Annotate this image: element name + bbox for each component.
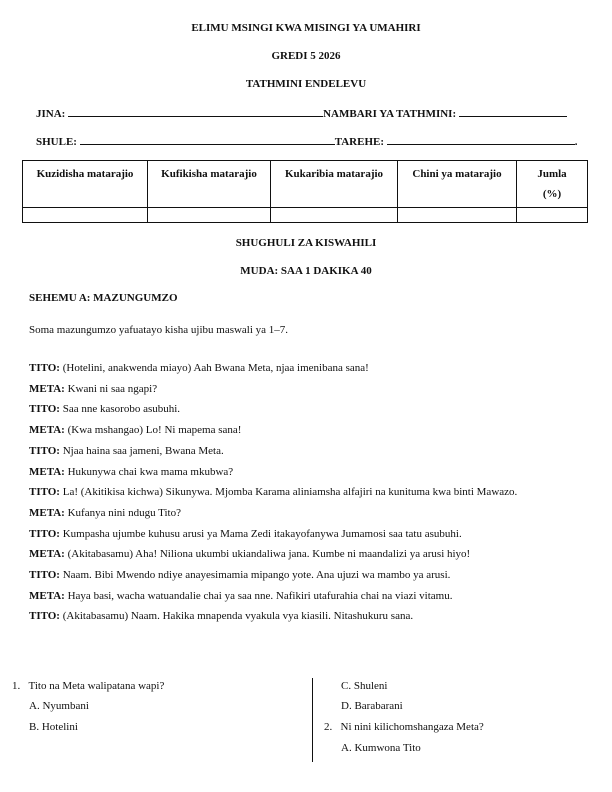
speech: Kwani ni saa ngapi? <box>64 382 158 395</box>
name-blank[interactable] <box>68 106 323 117</box>
speech: Saa nne kasorobo asubuhi. <box>59 403 181 416</box>
speaker: TITO: <box>29 403 60 416</box>
option-a[interactable]: A. Nyumbani <box>29 700 89 712</box>
score-cell[interactable] <box>148 208 271 223</box>
column-divider <box>312 678 313 762</box>
option-a[interactable]: A. Kumwona Tito <box>341 742 421 754</box>
score-table <box>22 160 588 223</box>
speech: Njaa haina saa jameni, Bwana Meta. <box>59 444 224 457</box>
speaker: META: <box>29 548 65 561</box>
speech: (Akitabasamu) Aha! Niliona ukumbi ukiandaliwa jana. Kumbe ni maandalizi ya arusi hiyo! <box>64 548 471 561</box>
dialogue-line <box>29 466 233 479</box>
speaker: META: <box>29 506 65 519</box>
speaker: TITO: <box>29 569 60 581</box>
speaker: TITO: <box>29 444 60 457</box>
score-cell[interactable] <box>398 208 517 223</box>
dialogue-line <box>29 403 180 416</box>
subject-title: SHUGHULI ZA KISWAHILI <box>235 237 377 249</box>
school-label: SHULE: <box>36 136 77 148</box>
header-grade: GREDI 5 2026 <box>271 50 341 62</box>
speech: Kumpasha ujumbe kuhusu arusi ya Mama Zedi itakayofanywa Jumamosi saa tatu asubuhi. <box>59 527 462 540</box>
question-number: 2. <box>324 721 333 733</box>
dialogue-line <box>29 569 450 582</box>
speech: La! (Akitikisa kichwa) Sikunywa. Mjomba Karama aliniamsha alfajiri na kunituma kwa binti Mawazo. <box>59 486 518 499</box>
dialogue-line <box>29 362 369 375</box>
assessment-number-label: NAMBARI YA TATHMINI: <box>323 108 457 120</box>
dialogue-line <box>29 548 470 561</box>
dialogue-line <box>29 424 241 437</box>
speech: Kufanya nini ndugu Tito? <box>64 506 181 519</box>
assessment-number-blank[interactable] <box>459 106 567 117</box>
speaker: META: <box>29 589 65 602</box>
date-blank[interactable] <box>387 134 575 145</box>
col-approaching: Kukaribia matarajio <box>271 161 398 208</box>
speaker: META: <box>29 465 65 478</box>
score-cell[interactable] <box>517 208 588 223</box>
question-2 <box>324 721 484 734</box>
option-c[interactable]: C. Shuleni <box>341 680 388 692</box>
col-below: Chini ya matarajio <box>398 161 517 208</box>
score-cell[interactable] <box>271 208 398 223</box>
dialogue-line <box>29 610 413 623</box>
dialogue-line <box>29 528 462 541</box>
speech: Naam. Bibi Mwendo ndiye anayesimamia mipango yote. Ana ujuzi wa mambo ya arusi. <box>59 569 451 581</box>
col-exceeding: Kuzidisha matarajio <box>23 161 148 208</box>
option-b[interactable]: B. Hotelini <box>29 721 78 733</box>
speech: (Akitabasamu) Naam. Hakika mnapenda vyakula vya kiasili. Nitashukuru sana. <box>59 610 414 623</box>
speaker: META: <box>29 424 65 437</box>
speech: Haya basi, wacha watuandalie chai ya saa nne. Nafikiri utafurahia chai na viazi vitamu. <box>64 589 453 602</box>
speech: (Hotelini, anakwenda miayo) Aah Bwana Meta, njaa imenibana sana! <box>59 362 369 374</box>
total-label: Jumla <box>537 168 567 180</box>
name-row <box>36 106 567 121</box>
option-d[interactable]: D. Barabarani <box>341 700 403 712</box>
school-blank[interactable] <box>80 134 335 145</box>
speaker: TITO: <box>29 610 60 623</box>
speech: (Kwa mshangao) Lo! Ni mapema sana! <box>64 424 242 437</box>
dialogue-line <box>29 507 181 520</box>
question-1 <box>12 680 164 693</box>
speech: Hukunywa chai kwa mama mkubwa? <box>64 465 234 478</box>
name-label: JINA: <box>36 108 66 120</box>
total-percent: (%) <box>542 188 562 200</box>
period: . <box>574 136 578 148</box>
dialogue-line <box>29 590 452 603</box>
question-text: Ni nini kilichomshangaza Meta? <box>340 721 484 733</box>
speaker: TITO: <box>29 486 60 499</box>
question-number: 1. <box>12 680 21 692</box>
speaker: TITO: <box>29 362 60 374</box>
date-label: TAREHE: <box>334 136 385 148</box>
speaker: TITO: <box>29 527 60 540</box>
school-row <box>36 134 578 149</box>
question-text: Tito na Meta walipatana wapi? <box>28 680 165 692</box>
dialogue-line <box>29 486 517 499</box>
col-total <box>517 161 588 208</box>
instruction: Soma mazungumzo yafuatayo kisha ujibu maswali ya 1–7. <box>29 324 289 336</box>
time-allowed: MUDA: SAA 1 DAKIKA 40 <box>240 265 372 277</box>
dialogue-line <box>29 445 224 458</box>
section-title: SEHEMU A: MAZUNGUMZO <box>29 292 178 304</box>
dialogue-line <box>29 383 157 396</box>
score-cell[interactable] <box>23 208 148 223</box>
header-assessment: TATHMINI ENDELEVU <box>245 78 367 90</box>
col-meeting: Kufikisha matarajio <box>148 161 271 208</box>
header-title: ELIMU MSINGI KWA MISINGI YA UMAHIRI <box>191 22 421 34</box>
speaker: META: <box>29 382 65 395</box>
